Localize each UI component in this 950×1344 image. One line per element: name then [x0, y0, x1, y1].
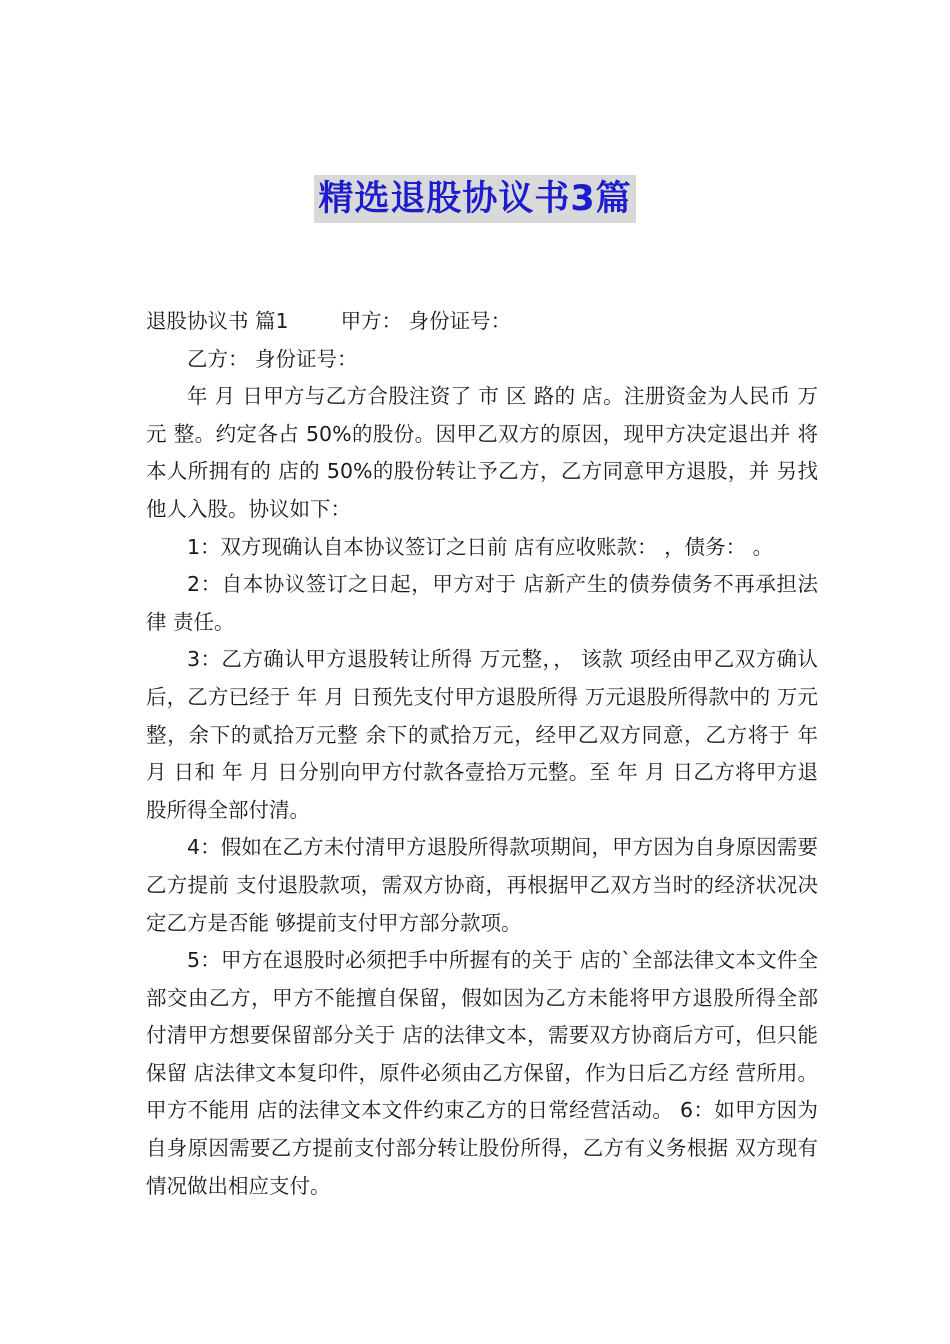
paragraph-clause-5: 5：甲方在退股时必须把手中所握有的关于 店的`全部法律文本文件全 部交由乙方，甲方不能擅自保留，假如因为乙方未能将甲方退股所得全部付清甲方想要保留部分关于 店的法律文本，需要双方协商后方可，但只能保留 店法律文本复印件，原件必须由乙方保留，作为日后乙方经 营所用。甲方不能用 店的法律文本文件约束乙方的日常经营活动。 6：如甲方因为自身原因需要乙方提前支付部分转让股份所得，乙方有义务根据 双方现有情况做出相应支付。	[146, 948, 818, 1198]
section-heading: 退股协议书 篇1	[146, 309, 289, 333]
document-body	[146, 303, 818, 1205]
paragraph-clause-1: 1：双方现确认自本协议签订之日前 店有应收账款： ，债务： 。	[187, 534, 774, 559]
paragraph-clause-2: 2：自本协议签订之日起，甲方对于 店新产生的债券债务不再承担法律 责任。	[146, 572, 818, 634]
title-container	[0, 175, 950, 223]
first-line	[146, 303, 818, 341]
document-title: 精选退股协议书3篇	[314, 175, 635, 223]
paragraph-intro: 年 月 日甲方与乙方合股注资了 市 区 路的 店。注册资金为人民币 万元 整。约定各占 50%的股份。因甲乙双方的原因，现甲方决定退出并 将本人所拥有的 店的 50%的股份转让予乙方，乙方同意甲方退股，并 另找他人入股。协议如下：	[146, 384, 818, 521]
paragraph-party-b: 乙方： 身份证号：	[187, 346, 358, 371]
paragraph-clause-3: 3：乙方确认甲方退股转让所得 万元整，， 该款 项经由甲乙双方确认后，乙方已经于 年 月 日预先支付甲方退股所得 万元退股所得款中的 万元整，余下的贰拾万元整 余下的贰拾万元，经甲乙双方同意，乙方将于 年 月 日和 年 月 日分别向甲方付款各壹拾万元整。至 年 月 日乙方将甲方退股所得全部付清。	[146, 647, 818, 822]
party-a-line: 甲方： 身份证号：	[340, 309, 512, 333]
paragraph-clause-4: 4：假如在乙方未付清甲方退股所得款项期间，甲方因为自身原因需要乙方提前 支付退股款项，需双方协商，再根据甲乙双方当时的经济状况决定乙方是否能 够提前支付甲方部分款项。	[146, 835, 818, 935]
